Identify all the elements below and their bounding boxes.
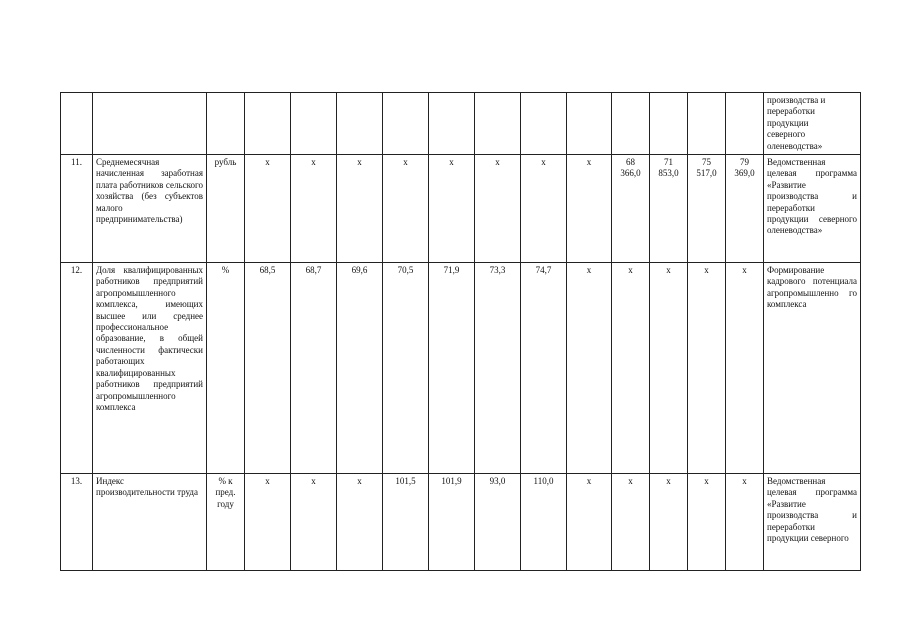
value-cell: 101,5 bbox=[383, 474, 429, 571]
table-row bbox=[61, 155, 861, 263]
value-cell bbox=[383, 93, 429, 155]
unit-cell: % bbox=[207, 263, 245, 474]
value-cell: 75 517,0 bbox=[688, 155, 726, 263]
value-cell: x bbox=[567, 155, 612, 263]
value-cell: x bbox=[245, 155, 291, 263]
value-cell: 68,5 bbox=[245, 263, 291, 474]
value-cell: 68 366,0 bbox=[612, 155, 650, 263]
value-cell bbox=[337, 93, 383, 155]
unit-cell: рубль bbox=[207, 155, 245, 263]
indicator-name: Индекс производительности труда bbox=[93, 474, 207, 571]
value-cell: 68,7 bbox=[291, 263, 337, 474]
program-note: Ведомственная целевая программа «Развитие производства и переработки продукции северного оленеводства» bbox=[764, 155, 861, 263]
row-number: 11. bbox=[61, 155, 93, 263]
value-cell: x bbox=[291, 155, 337, 263]
table-body bbox=[61, 93, 861, 571]
value-cell bbox=[726, 93, 764, 155]
value-cell: x bbox=[726, 263, 764, 474]
value-cell: x bbox=[521, 155, 567, 263]
indicator-name: Доля квалифицированных работников предприятий агропромышленного комплекса, имеющих высшее или среднее профессиональное образование, в общей численности фактически работающих квалифицированных работников предприятий агропромышленного комплекса bbox=[93, 263, 207, 474]
value-cell: 71,9 bbox=[429, 263, 475, 474]
value-cell: 74,7 bbox=[521, 263, 567, 474]
value-cell: 70,5 bbox=[383, 263, 429, 474]
value-cell: 110,0 bbox=[521, 474, 567, 571]
indicator-name: Среднемесячная начисленная заработная плата работников сельского хозяйства (без субъектов малого предпринимательства) bbox=[93, 155, 207, 263]
table-row bbox=[61, 474, 861, 571]
value-cell: x bbox=[337, 474, 383, 571]
unit-cell: % к пред. году bbox=[207, 474, 245, 571]
value-cell: x bbox=[650, 474, 688, 571]
value-cell bbox=[650, 93, 688, 155]
value-cell: x bbox=[567, 263, 612, 474]
indicators-table bbox=[60, 92, 861, 571]
value-cell: 73,3 bbox=[475, 263, 521, 474]
row-number: 12. bbox=[61, 263, 93, 474]
value-cell: x bbox=[567, 474, 612, 571]
table-row bbox=[61, 93, 861, 155]
table-row bbox=[61, 263, 861, 474]
row-number: 13. bbox=[61, 474, 93, 571]
value-cell bbox=[521, 93, 567, 155]
value-cell: 69,6 bbox=[337, 263, 383, 474]
value-cell: x bbox=[612, 474, 650, 571]
value-cell: x bbox=[688, 474, 726, 571]
value-cell: x bbox=[337, 155, 383, 263]
value-cell: x bbox=[383, 155, 429, 263]
value-cell bbox=[475, 93, 521, 155]
value-cell: x bbox=[688, 263, 726, 474]
value-cell bbox=[688, 93, 726, 155]
value-cell: 79 369,0 bbox=[726, 155, 764, 263]
value-cell: x bbox=[429, 155, 475, 263]
value-cell: x bbox=[291, 474, 337, 571]
value-cell: x bbox=[612, 263, 650, 474]
value-cell: x bbox=[245, 474, 291, 571]
program-note: Формирование кадрового потенциала агропромышленно го комплекса bbox=[764, 263, 861, 474]
unit-cell bbox=[207, 93, 245, 155]
value-cell: 101,9 bbox=[429, 474, 475, 571]
value-cell bbox=[429, 93, 475, 155]
value-cell bbox=[612, 93, 650, 155]
value-cell: 93,0 bbox=[475, 474, 521, 571]
value-cell bbox=[245, 93, 291, 155]
indicator-name bbox=[93, 93, 207, 155]
value-cell: x bbox=[726, 474, 764, 571]
program-note: производства и переработки продукции северного оленеводства» bbox=[764, 93, 861, 155]
value-cell bbox=[291, 93, 337, 155]
value-cell: 71 853,0 bbox=[650, 155, 688, 263]
value-cell: x bbox=[475, 155, 521, 263]
row-number bbox=[61, 93, 93, 155]
value-cell: x bbox=[650, 263, 688, 474]
program-note: Ведомственная целевая программа «Развитие производства и переработки продукции северного bbox=[764, 474, 861, 571]
value-cell bbox=[567, 93, 612, 155]
